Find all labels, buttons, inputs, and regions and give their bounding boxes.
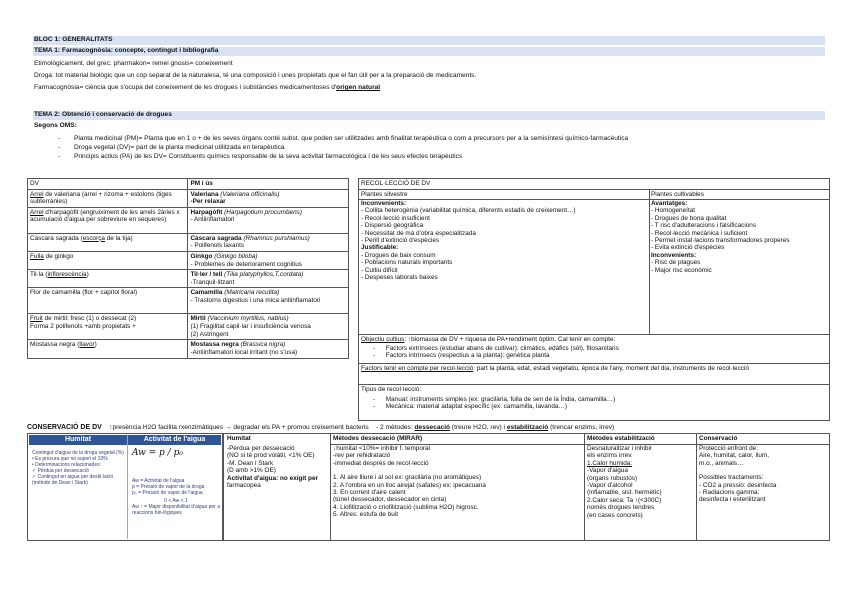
etimologia-line: Etimològicament, del grec: pharmakon= remei gnosis= coneixement (34, 60, 233, 67)
table-row: Càscara sagrada (escorça de la tija) Càscara sagrada (Rhamnus purshiamus) - Polifenols laxants (28, 233, 349, 251)
table-row: Til·la (inflorescència) Til·ler / tell (Tilia platyphyllos,T.cordata) -Tranquil·litzant (28, 270, 349, 288)
def-planta-medicinal: - Planta medicinal (PM)= Planta que en 1 o + de les seves òrgans conté subst. que poden ser utilitzades amb finalitat terapèutica o com a precursors per a la semisíntesi químico-farmacèutica (56, 134, 628, 143)
table-row: Arrel de valeriana (arrel + rizoma + estolons (tiges subterrànies) Valeriana (Valeriana officinalis) -Per relaxar (28, 189, 349, 207)
farmacognosia-text: Farmacognòsia= ciència que s'ocupa del coneixement de les drogues i substàncies medicamentoses d' (34, 84, 337, 91)
objectiu-cultius: Objectiu cultius: ↑biomassa de DV + riquesa de PA+rendiment òptim. Cal tenir en compte: (361, 336, 616, 343)
col-cultivables: Plantes cultivables (651, 191, 704, 198)
droga-definition: Droga: tot material biològic que un cop separat de la naturalesa, té una composició i unes propietats que el fan útil per a la preparació de medicaments. (34, 72, 477, 79)
aw-formula: Aw = p / p₀ (132, 448, 183, 458)
humitat-head: Humitat (29, 435, 127, 445)
tipus-list: - Manual: instruments simples (ex: gracilària, fulla de sen de la Índia, camamilla…) - Mecànica: material adaptat específic (ex: camamilla, lavanda…) (373, 396, 616, 411)
conservacio-col: Protecció enfront de: Aire, humitat, calor, llum, m.o., animals… Possibles tractaments: - CO2 a pressió: desinfecta - Radiacions gamma: desinfecta i esterilitzant (699, 445, 777, 504)
humitat-notes: Contingut d'aigua de la droga vegetal (%) • Es procura que no superi el 10% • Determinacions relacionades: ✓ Pèrdua per dessecació ✓ Contingut en aigua per destil·lació (mètode de Dean i Stark) (32, 450, 124, 486)
methods-table (223, 433, 830, 541)
col-estabilitzacio: Mètodes estabilització (587, 435, 655, 442)
aigua-head: Activitat de l'aigua (128, 435, 221, 445)
pm-header: PM i ús (188, 179, 349, 190)
table-row: Flor de camamilla (flor + capítol floral) Camamilla (Matricaria recutita) - Trastorns digestius i una mica antiinflamatori (28, 288, 349, 314)
dv-header: DV (28, 179, 188, 190)
dv-table (27, 178, 349, 359)
col-humitat: Humitat (227, 435, 251, 442)
def-principis-actius: - Principis actius (PA) de les DV= Constituents químics responsable de la seva activitat farmacològica i de les seus efectes terapèutics (56, 152, 628, 161)
col-silvestre: Plantes silvestre (361, 191, 408, 198)
estabilitzacio-col: Desnaturalitzar i inhibir els enzims irrev. 1.Calor humida: -Vapor d'aigua (òrgans robustos) -Vapor d'alcohol (inflamable, sist. hermètic) 2.Calor seca: Ta ↑(<300C) només drogues tendres (en cases concrets) (587, 445, 662, 519)
bloc-title-bar (33, 36, 825, 45)
col-conservacio: Conservació (699, 435, 738, 442)
recoleccio-box (358, 178, 830, 421)
recoleccio-title: RECOL·LECCIÓ DE DV (361, 180, 431, 187)
segons-oms: Segons OMS: (34, 122, 77, 129)
cultivables-list: Avantatges: - Homogeneïtat - Drogues de bona qualitat - T risc d'adulteracions i falsificacions - Recol·lecció mecànica i suficient - Permet instal·lacions transformadores properes - Evita extinció d'espècies Inconvenients: - Risc de plagues - Major risc econòmic (651, 200, 790, 274)
bloc-title: BLOC 1: GENERALITATS (34, 36, 113, 43)
tipus-recoleccio: Tipus de recol·lecció: (361, 386, 422, 393)
humitat-panel (27, 433, 223, 541)
table-row: Arrel d'harpagòfit (engruiximent de les arrels 2àries x acumulació d'aigua per sobreviure en sequeres) Harpagòfit (Harpagotium procumbens) - Antiinflamatori (28, 207, 349, 233)
table-row: Mostassa negra (llavor) Mostassa negra (Brassica nigra) -Antiinflamatori local irritant (no s'usa) (28, 340, 349, 358)
silvestre-list: Inconvenients: - Collita heterogènia (variabilitat química, diferents estadis de creixement…) - Recol·lecció insuficient - Dispersió geogràfica - Necessitat de mà d'obra especialitzada - Perill d'extinció d'espècies Justificable: - Drogues de baix consum - Poblacions naturals importants - Cultiu difícil - Despeses laborals baixes (361, 200, 576, 282)
col-dessecacio: Mètodes dessecació (MIRAR) (333, 435, 423, 442)
dessecacio-col: ↓humitat <10%= inhibir f. temporal -rev per rehidratació -immediat després de recol·lecció 1. Al aire lliure i al sol ex: gracilària (no aromàtiques) 2. A l'ombra en un lloc airejat (safates) ex: ipecacuana 3. En corrent d'aire calent (túnel dessecador, dessecador en cinta) 4. Liofilització o criofilització (sublima H2O) higrosc. 5. Altres: estufa de buit (333, 445, 486, 519)
definitions-list (56, 134, 628, 161)
conservacio-header: CONSERVACIÓ DE DV ↑presència H2O facilita rxenzimàtiques → degradar els PA + promou creixement bacteris - 2 mètodes: dessecació (treure H2O, rev) i estabilització (trencar enzims, irrev) (27, 424, 615, 431)
table-row: Fruit de mirtil: fresc (1) o dessecat (2) Forma 2 polifenols +amb propietats + Mirtil (Vaccinium myrtillus, nabius) (1) Fragilitat capil·lar i insuficiència venosa (2) Astringent (28, 314, 349, 340)
tema1-title: TEMA 1: Farmacognòsia: concepte, contingut i bibliografia (34, 47, 219, 54)
aw-notes: Aw = Activitat de l'aigua p = Pressió de vapor de la droga p₀ = Pressió de vapor de l'aigua 0 < Aw < 1 Aw ↑ = Major disponibilitat d'aigua per a reaccions bio-lògiques (132, 478, 220, 516)
tema2-title: TEMA 2: Obtenció i conservació de drogues (34, 111, 172, 118)
humitat-col: -Pèrdua per dessecació (NO si té prod volàtil, <1% OE) -M. Dean i Stark (D amb >1% OE) Activitat d'aigua: no exigit per farmacopea (227, 445, 319, 490)
def-droga-vegetal: - Droga vegetal (DV)= part de la planta medicinal utilitzada en terapèutica (56, 143, 628, 152)
origen-natural: origen natural (336, 84, 381, 91)
farmacognosia-definition (34, 84, 380, 92)
factors-list: - Factors extrínsecs (estudiar abans de cultivar): climàtics, edàfics (sòl), fitosanitaris - Factors intrínsecs (respectius a la planta): genètica planta (373, 345, 619, 360)
table-row: Fulla de ginkgo Ginkgo (Ginkgo biloba) - Problemes de deteriorament cognitius (28, 251, 349, 269)
factors-recoleccio: Factors tenir en compte per recol·lecció: part la planta, edat, estadi vegetatiu, època de l'any, moment del dia, instruments de recol·lecció (361, 365, 749, 372)
